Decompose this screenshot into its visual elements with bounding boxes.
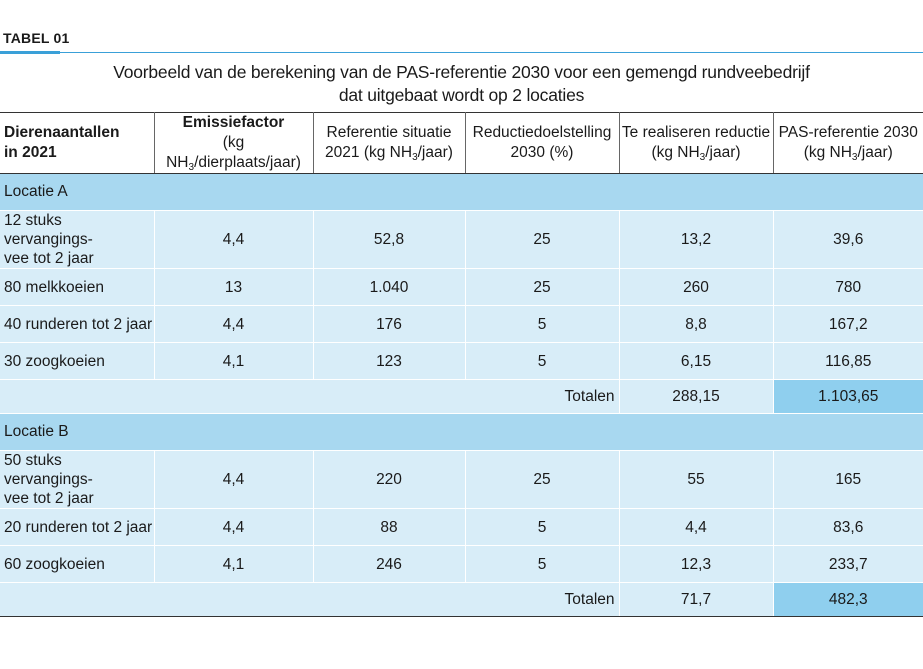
- cell-pas: 165: [773, 451, 923, 509]
- cell-reductie-pct: 25: [465, 451, 619, 509]
- totals-row-locatie-a: [0, 380, 923, 414]
- header-te-realiseren-reductie: Te realiseren reductie (kg $NH_3/jaar$): [619, 113, 773, 174]
- header-pas-referentie: PAS-referentie 2030 (kg $NH_3/jaar$): [773, 113, 923, 174]
- cell-pas: 780: [773, 269, 923, 306]
- cell-pas: 233,7: [773, 546, 923, 583]
- cell-reductie-pct: 5: [465, 306, 619, 343]
- total-pas: 482,3: [773, 583, 923, 617]
- header-rule: [60, 52, 923, 53]
- cell-emissie: 4,1: [154, 546, 313, 583]
- total-reductie: 288,15: [619, 380, 773, 414]
- cell-emissie: 13: [154, 269, 313, 306]
- row-label: 50 stuks vervangings- vee tot 2 jaar: [0, 451, 154, 509]
- row-label: 30 zoogkoeien: [0, 343, 154, 380]
- cell-emissie: 4,4: [154, 451, 313, 509]
- cell-referentie: 220: [313, 451, 465, 509]
- header-dierenaantallen: Dierenaantallen in 2021: [0, 113, 154, 174]
- cell-reductie: 4,4: [619, 509, 773, 546]
- section-label: Locatie B: [0, 414, 923, 451]
- cell-referentie: 52,8: [313, 211, 465, 269]
- cell-reductie-pct: 5: [465, 343, 619, 380]
- cell-reductie: 13,2: [619, 211, 773, 269]
- header-emissiefactor: Emissiefactor (kg $NH_3/dierplaats/jaar$): [154, 113, 313, 174]
- cell-pas: 39,6: [773, 211, 923, 269]
- cell-reductie-pct: 5: [465, 509, 619, 546]
- title-line-2: dat uitgebaat wordt op 2 locaties: [338, 85, 585, 105]
- cell-emissie: 4,4: [154, 211, 313, 269]
- cell-reductie-pct: 5: [465, 546, 619, 583]
- cell-emissie: 4,4: [154, 509, 313, 546]
- cell-reductie: 260: [619, 269, 773, 306]
- cell-referentie: 1.040: [313, 269, 465, 306]
- header-referentie: Referentie situatie 2021 (kg $NH_3/jaar$): [313, 113, 465, 174]
- cell-pas: 167,2: [773, 306, 923, 343]
- totals-label: Totalen: [0, 380, 619, 414]
- title-line-1: Voorbeeld van de berekening van de PAS-referentie 2030 voor een gemengd rundveebedrijf: [113, 62, 810, 82]
- section-locatie-a: [0, 174, 923, 211]
- table-row: [0, 509, 923, 546]
- table-tag: TABEL 01: [3, 30, 70, 46]
- cell-reductie: 12,3: [619, 546, 773, 583]
- header-reductiedoelstelling: Reductiedoelstelling 2030 (%): [465, 113, 619, 174]
- row-label: 12 stuks vervangings- vee tot 2 jaar: [0, 211, 154, 269]
- total-pas: 1.103,65: [773, 380, 923, 414]
- cell-pas: 116,85: [773, 343, 923, 380]
- cell-referentie: 88: [313, 509, 465, 546]
- table-row: [0, 269, 923, 306]
- pas-reference-table: [0, 112, 923, 617]
- total-reductie: 71,7: [619, 583, 773, 617]
- header-row: [0, 113, 923, 174]
- totals-row-locatie-b: [0, 583, 923, 617]
- totals-label: Totalen: [0, 583, 619, 617]
- cell-reductie: 8,8: [619, 306, 773, 343]
- table-row: [0, 451, 923, 509]
- table-row: [0, 343, 923, 380]
- section-label: Locatie A: [0, 174, 923, 211]
- section-locatie-b: [0, 414, 923, 451]
- cell-reductie: 55: [619, 451, 773, 509]
- row-label: 40 runderen tot 2 jaar: [0, 306, 154, 343]
- cell-referentie: 123: [313, 343, 465, 380]
- row-label: 20 runderen tot 2 jaar: [0, 509, 154, 546]
- row-label: 80 melkkoeien: [0, 269, 154, 306]
- cell-reductie: 6,15: [619, 343, 773, 380]
- cell-referentie: 176: [313, 306, 465, 343]
- cell-reductie-pct: 25: [465, 211, 619, 269]
- table-row: [0, 546, 923, 583]
- row-label: 60 zoogkoeien: [0, 546, 154, 583]
- cell-emissie: 4,4: [154, 306, 313, 343]
- table-row: [0, 211, 923, 269]
- cell-emissie: 4,1: [154, 343, 313, 380]
- table-title: [0, 61, 923, 107]
- cell-reductie-pct: 25: [465, 269, 619, 306]
- cell-referentie: 246: [313, 546, 465, 583]
- cell-pas: 83,6: [773, 509, 923, 546]
- table-row: [0, 306, 923, 343]
- tag-underline: [0, 51, 60, 54]
